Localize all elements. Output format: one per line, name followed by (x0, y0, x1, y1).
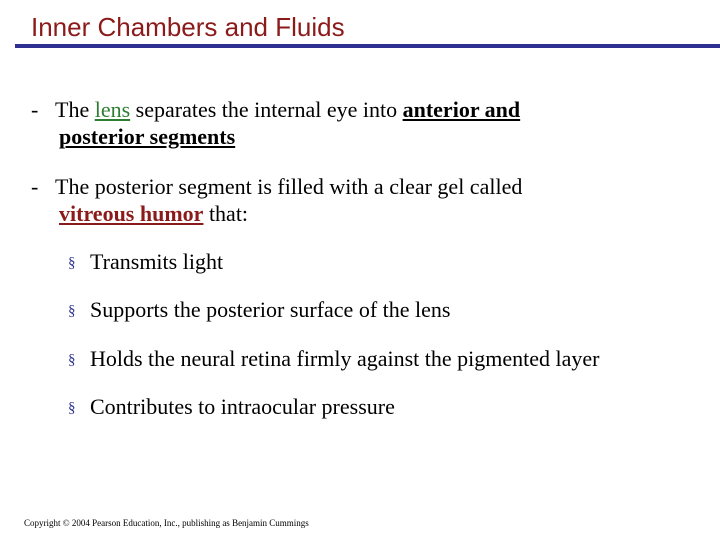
copyright-footer: Copyright © 2004 Pearson Education, Inc., publishing as Benjamin Cummings (24, 518, 309, 528)
sub-bullet-supports-lens (68, 296, 450, 325)
sub-bullet-text: Transmits light (90, 249, 224, 274)
bullet-text-part: The (55, 97, 95, 122)
bullet-dash: - (31, 97, 39, 122)
sub-bullet-text: Supports the posterior surface of the lens (90, 297, 451, 322)
bullet-continuation (31, 200, 671, 227)
sub-bullet-text: Holds the neural retina firmly against the pigmented layer (90, 346, 600, 371)
bullet-text: The posterior segment is filled with a clear gel called (55, 174, 523, 199)
square-bullet-icon: § (68, 400, 76, 416)
keyword-lens: lens (94, 97, 131, 122)
keyword-anterior: anterior and (402, 97, 521, 122)
bullet-continuation (31, 123, 671, 150)
bullet-text-part: that: (203, 201, 249, 226)
sub-bullet-intraocular-pressure (68, 393, 395, 422)
bullet-text-part: separates the internal eye into (130, 97, 403, 122)
keyword-posterior-segments: posterior segments (59, 124, 236, 149)
square-bullet-icon: § (68, 352, 76, 368)
keyword-vitreous-humor: vitreous humor (59, 201, 204, 226)
bullet-posterior-segment (31, 173, 671, 227)
sub-bullet-text: Contributes to intraocular pressure (90, 394, 395, 419)
bullet-text (31, 96, 671, 123)
slide-title: Inner Chambers and Fluids (31, 12, 345, 42)
square-bullet-icon: § (68, 255, 76, 271)
sub-bullet-transmits-light (68, 248, 223, 277)
sub-bullet-holds-retina (68, 345, 600, 374)
title-underline-rule (15, 44, 720, 48)
bullet-lens (31, 96, 671, 150)
square-bullet-icon: § (68, 303, 76, 319)
bullet-dash: - (31, 174, 39, 199)
